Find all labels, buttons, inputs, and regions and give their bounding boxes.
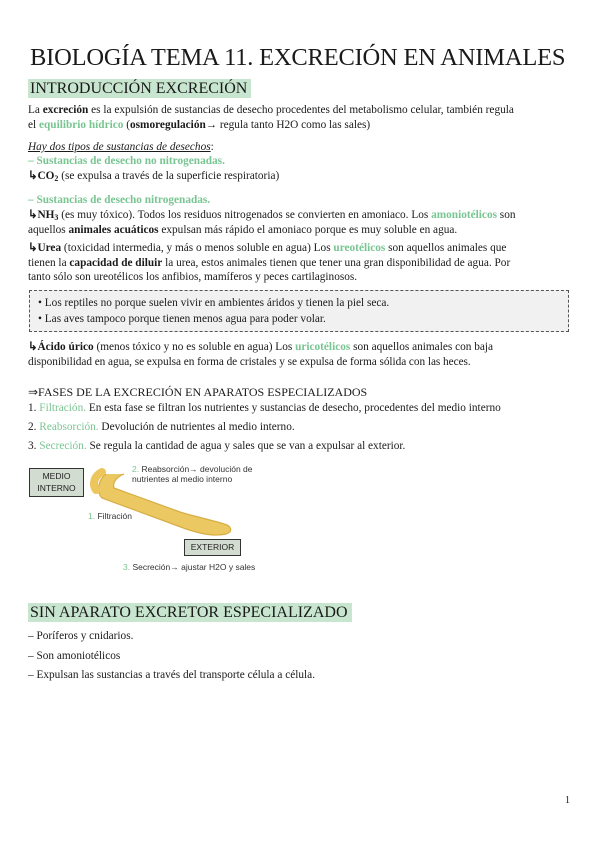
text: (se expulsa a través de la superficie respiratoria) [58,170,280,182]
fase-name: Reabsorción. [39,421,99,433]
list-item: – Son amoniotélicos [28,650,121,662]
intro-line-2 [28,118,370,133]
label-text: Secreción→ ajustar H2O y sales [130,562,256,572]
label-text: Filtración [95,511,132,521]
section-heading-sin-aparato [28,604,352,622]
term-ureotelicos: ureotélicos [333,242,386,254]
text: ( [123,119,131,131]
term-equilibrio: equilibrio hídrico [38,119,124,131]
term-uricotelicos: uricotélicos [295,341,351,353]
fase-name: Filtración. [39,402,87,414]
text: tienen la [28,257,70,269]
nitrogenadas: – Sustancias de desecho nitrogenadas. [28,194,211,206]
text: la urea, estos animales tienen que tener una gran disponibilidad de agua. Por [162,257,511,269]
page-number: 1 [565,795,570,806]
text: expulsan más rápido el amoniaco porque es muy soluble en agua. [158,224,458,236]
fase-text: En esta fase se filtran los nutrientes y sustancias de desecho, procedentes del medio interno [86,402,501,414]
label-secrecion [123,562,255,572]
term-acuaticos: animales acuáticos [68,224,159,236]
text: son [496,209,516,221]
label-text: nutrientes al medio interno [132,474,233,484]
no-nitrogenadas: – Sustancias de desecho no nitrogenadas. [28,155,225,167]
label-text: Reabsorción→ devolución de [139,464,253,474]
text: (es muy tóxico). Todos los residuos nitrogenados se convierten en amoniaco. Los [58,209,432,221]
page-title: BIOLOGÍA TEMA 11. EXCRECIÓN EN ANIMALES [30,44,566,71]
heading-highlight: SIN APARATO EXCRETOR ESPECIALIZADO [28,603,352,622]
fases-title: ⇒FASES DE LA EXCRECIÓN EN APARATOS ESPECIALIZADOS [28,385,368,399]
text: (toxicidad intermedia, y más o menos soluble en agua) Los [61,242,334,254]
urea-line-2 [28,256,571,271]
nh3-subscript: 3 [54,213,59,222]
acido-line-2: disponibilidad en agua, se expulsa en forma de cristales y se expulsa de forma sólida con las heces. [28,356,471,368]
text: son aquellos animales que [385,242,507,254]
term-osmoregulacion: osmoregulación→ [130,119,218,131]
text: el [28,119,39,131]
list-item: – Expulsan las sustancias a través del transporte célula a célula. [28,669,316,681]
fase-num: 3. [28,440,40,452]
nh3-line-2 [28,223,457,238]
co2-label: ↳CO [28,170,55,182]
acido-line-1 [28,340,571,355]
label-reabsorcion [132,464,253,484]
text: La [28,104,43,116]
tipos-title [28,140,214,155]
term-amoniotelicos: amoniotélicos [431,209,497,221]
urea-label: ↳Urea [28,242,62,254]
fase-item-1 [28,401,501,416]
text: (menos tóxico y no es soluble en agua) Los [93,341,296,353]
fase-name: Secreción. [39,440,87,452]
term-excrecion: excreción [42,104,89,116]
text: regula tanto H2O como las sales) [217,119,371,131]
exterior-box: EXTERIOR [184,539,241,556]
intro-line-1 [28,103,514,118]
co2-line [28,169,279,187]
heading-highlight: INTRODUCCIÓN EXCRECIÓN [28,79,251,98]
fase-num: 2. [28,421,40,433]
co2-subscript: 2 [54,174,59,183]
fase-text: Devolución de nutrientes al medio interno. [98,421,295,433]
text: aquellos [28,224,69,236]
fase-text: Se regula la cantidad de agua y sales que se van a expulsar al exterior. [86,440,406,452]
label-num: 2. [132,464,140,474]
text: es la expulsión de sustancias de desecho procedentes del metabolismo celular, también regula [88,104,514,116]
medio-interno-box: MEDIO INTERNO [29,468,84,497]
label-filtracion [88,511,132,521]
label-num: 1. [88,511,96,521]
note-box [29,290,569,332]
fase-num: 1. [28,402,40,414]
text: son aquellos animales con baja [350,341,494,353]
urea-line-3: tanto sólo son ureotélicos los anfibios, mamíferos y peces cartilaginosos. [28,271,358,283]
label-num: 3. [123,562,131,572]
colon: : [210,141,214,153]
tipos-title-text: Hay dos tipos de sustancias de desechos [28,141,211,153]
acido-label: ↳Ácido úrico [28,341,94,353]
fase-item-3 [28,439,405,454]
excretion-diagram [28,460,288,580]
nh3-label: ↳NH [28,209,55,221]
term-capacidad: capacidad de diluir [69,257,163,269]
note-line: • Las aves tampoco porque tienen menos agua para poder volar. [38,313,326,325]
list-item: – Poríferos y cnidarios. [28,630,134,642]
section-heading-introduccion [28,80,251,98]
urea-line-1 [28,241,571,256]
fase-item-2 [28,420,295,435]
note-line: • Los reptiles no porque suelen vivir en ambientes áridos y tienen la piel seca. [38,297,390,309]
